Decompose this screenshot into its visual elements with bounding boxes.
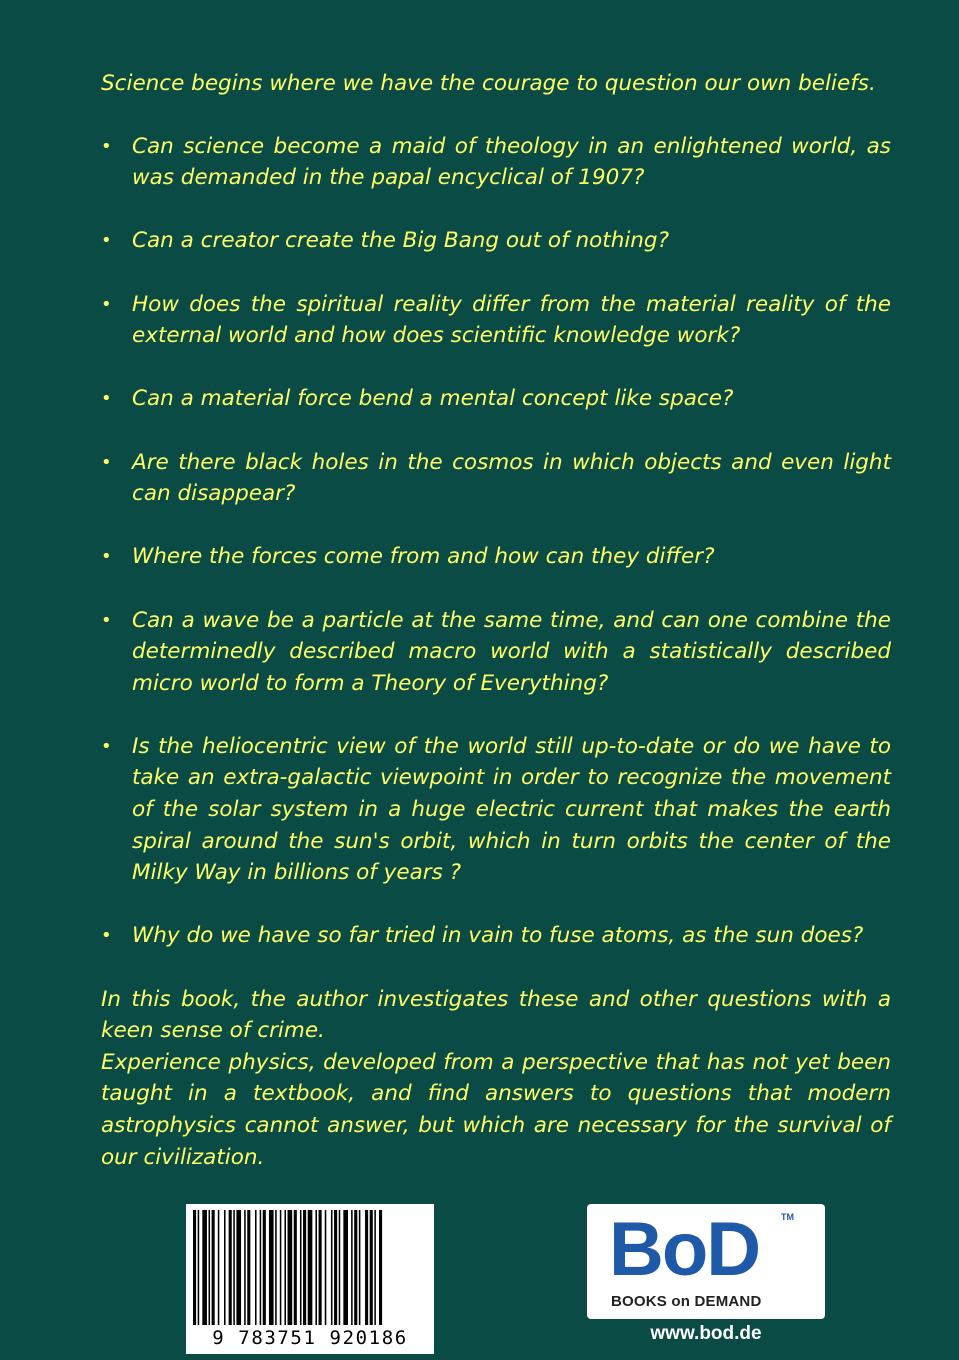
question-item: • Is the heliocentric view of the world still up-to-date or do we have to take an extra-galactic viewpoint in order to recognize the movement of the solar system in a huge electric current that makes the earth spiral around the sun's orbit, which in turn orbits the center of the Milky Way in billions of years ? [101,731,891,889]
bod-logo-mark: BoD [609,1207,760,1292]
question-item: • Can a creator create the Big Bang out of nothing? [101,225,891,257]
question-item: • Where the forces come from and how can they differ? [101,541,891,573]
back-cover-text [101,68,891,1173]
publisher-logo [587,1204,825,1319]
bullet-icon: • [101,609,112,631]
question-item: • Why do we have so far tried in vain to fuse atoms, as the sun does? [101,920,891,952]
bullet-icon: • [101,388,112,410]
question-item: • Can science become a maid of theology in an enlightened world, as was demanded in the papal encyclical of 1907? [101,131,891,194]
intro-sentence: Science begins where we have the courage to question our own beliefs. [101,71,876,96]
trademark-symbol: TM [781,1212,794,1222]
question-item: • Can a wave be a particle at the same time, and can one combine the determinedly described macro world with a statistically described micro world to form a Theory of Everything? [101,605,891,700]
bullet-icon: • [101,230,112,252]
isbn-barcode [186,1204,434,1354]
bullet-icon: • [101,293,112,315]
closing-line: In this book, the author investigates these and other questions with a keen sense of crime. [101,986,891,1044]
publisher-tagline: BOOKS on DEMAND [611,1293,762,1310]
bullet-icon: • [101,451,112,473]
bullet-icon: • [101,925,112,947]
barcode-bars-icon [193,1210,427,1328]
question-item: • Can a material force bend a mental concept like space? [101,383,891,415]
closing-paragraph [101,984,891,1174]
question-list [101,131,891,952]
question-item: • How does the spiritual reality differ from the material reality of the external world and how does scientific knowledge work? [101,289,891,352]
bullet-icon: • [101,546,112,568]
question-item: • Are there black holes in the cosmos in which objects and even light can disappear? [101,447,891,510]
closing-line: Experience physics, developed from a perspective that has not yet been taught in a textbook, and find answers to questions that modern astrophysics cannot answer, but which are necessary for the survival of our civilization. [101,1049,891,1170]
publisher-url: www.bod.de [650,1323,762,1344]
isbn-digits: 9 783751 920186 [186,1325,434,1351]
bullet-icon: • [101,735,112,757]
bullet-icon: • [101,135,112,157]
